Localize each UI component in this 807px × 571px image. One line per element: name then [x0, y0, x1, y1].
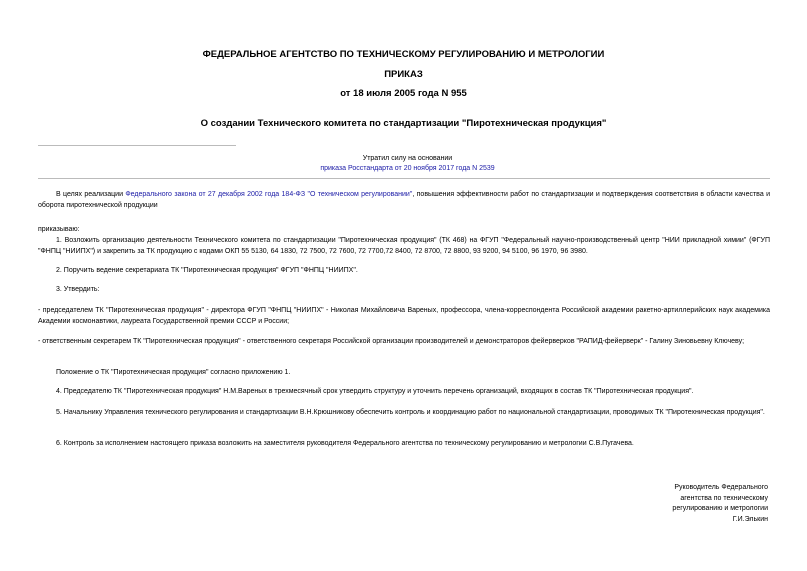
paragraph-5: 5. Начальнику Управления технического регулирования и стандартизации В.Н.Крюшникову обеспечить контроль и координацию работ по национальной стандартизации, проводимых ТК "Пиротехническая продукция". — [56, 409, 765, 416]
signature-line-2: агентства по техническому — [680, 494, 768, 502]
order-word: приказываю: — [38, 226, 80, 233]
federal-law-link[interactable]: Федерального закона от 27 декабря 2002 года 184-ФЗ "О техническом регулировании" — [125, 191, 413, 198]
signature-line-1: Руководитель Федерального — [674, 484, 768, 491]
agency-name: ФЕДЕРАЛЬНОЕ АГЕНТСТВО ПО ТЕХНИЧЕСКОМУ РЕГУЛИРОВАНИЮ И МЕТРОЛОГИИ — [202, 49, 605, 60]
paragraph-2: 2. Поручить ведение секретариата ТК "Пиротехническая продукция" ФГУП "ФНПЦ "НИИПХ". — [56, 267, 358, 274]
document-type: ПРИКАЗ — [384, 69, 423, 80]
status-note: Утратил силу на основании — [362, 155, 453, 162]
preamble-paragraph — [38, 190, 770, 211]
paragraph-3c: Положение о ТК "Пиротехническая продукция" согласно приложению 1. — [56, 369, 291, 376]
signatory-name: Г.И.Элькин — [732, 515, 768, 523]
signature-line-3: регулированию и метрологии — [672, 505, 768, 512]
paragraph-3: 3. Утвердить: — [56, 286, 100, 293]
document-date-number: от 18 июля 2005 года N 955 — [340, 88, 467, 99]
paragraph-6: 6. Контроль за исполнением настоящего приказа возложить на заместителя руководителя Федерального агентства по техническому регулированию и метрологии С.В.Пугачева. — [56, 440, 634, 447]
preamble-text-end: , повышения эффективности работ по стандартизации и подтверждения соответствия в области качества и оборота пиротехнической продукции — [38, 191, 770, 209]
paragraph-3a: - председателем ТК "Пиротехническая продукция" - директора ФГУП "ФНПЦ "НИИПХ" - Николая Михайловича Вареных, профессора, члена-корреспондента Российской академии ракетно-артиллерийских наук академика Академии космонавтики, лауреата Государственной премии СССР и России; — [38, 307, 770, 325]
preamble-text-start: В целях реализации — [56, 191, 126, 198]
document-title: О создании Технического комитета по стандартизации "Пиротехническая продукция" — [200, 118, 607, 129]
paragraph-1: 1. Возложить организацию деятельности Технического комитета по стандартизации "Пиротехническая продукция" (ТК 468) на ФГУП "Федеральный научно-производственный центр "НИИ прикладной химии" (ФГУП "ФНПЦ "НИИПХ") и закрепить за ТК продукцию с кодами ОКП 55 5130, 64 1830, 72 7500, 72 7600, 72 7700,72 8400, 72 8700, 72 8800, 93 9200, 94 5100, 96 1970, 96 3980. — [38, 237, 770, 255]
repeal-order-link[interactable]: приказа Росстандарта от 20 ноября 2017 года N 2539 — [320, 165, 495, 172]
paragraph-3b: - ответственным секретарем ТК "Пиротехническая продукция" - ответственного секретаря Российской организации производителей и демонстраторов фейерверков "РАПИД-фейерверк" - Галину Зиновьевну Ключеву; — [38, 338, 745, 345]
divider-long — [38, 178, 770, 179]
divider-short — [38, 145, 236, 146]
paragraph-4: 4. Председателю ТК "Пиротехническая продукция" Н.М.Вареных в трехмесячный срок утвердить структуру и уточнить перечень организаций, входящих в состав ТК "Пиротехническая продукция". — [56, 388, 694, 395]
